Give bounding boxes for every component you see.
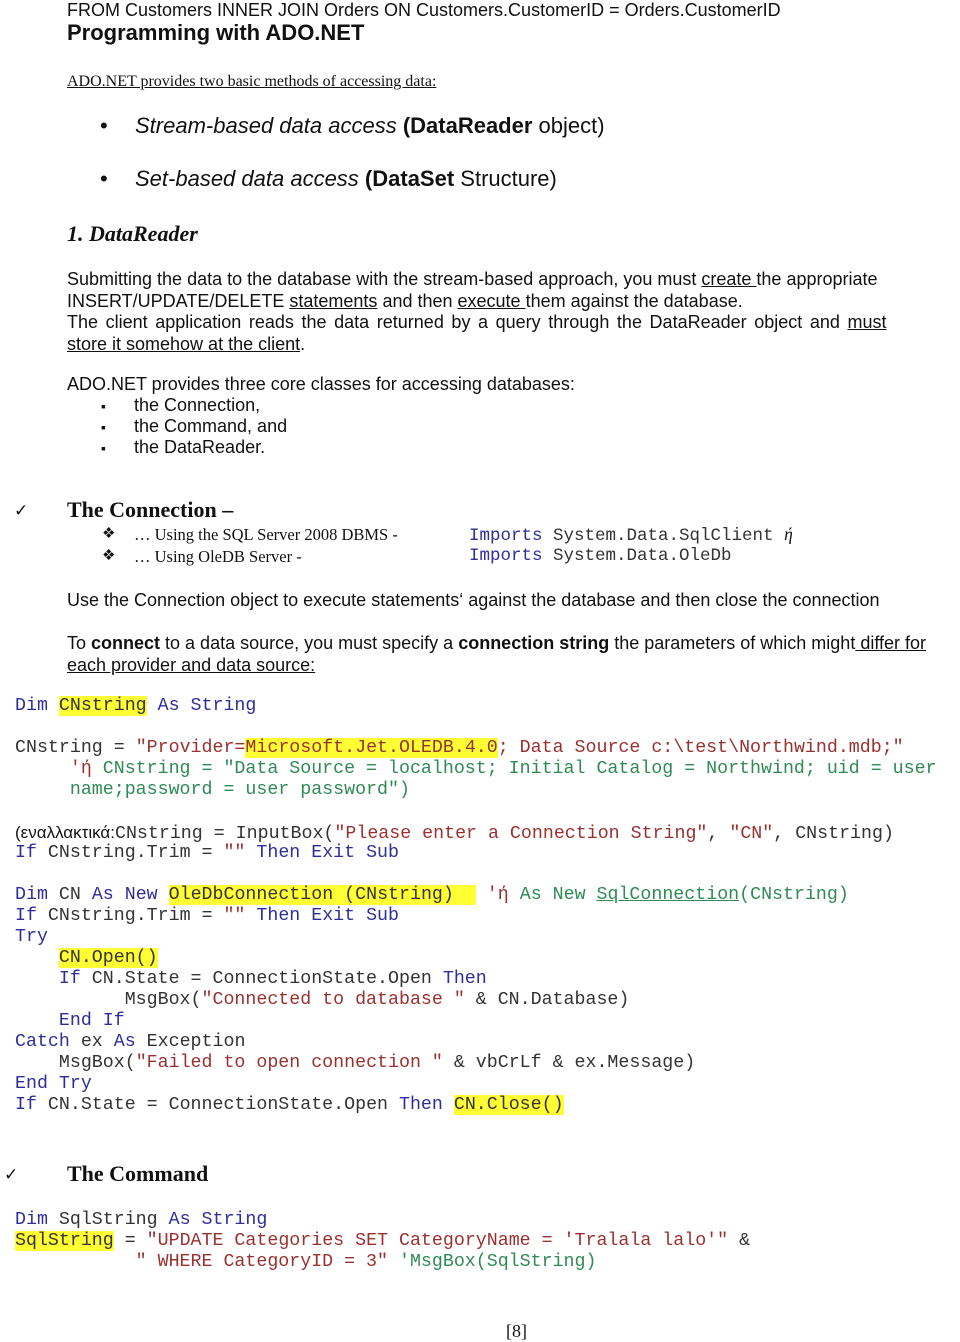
code-keyword: Dim <box>15 1210 48 1230</box>
code-text: MsgBox( <box>15 1053 136 1073</box>
code-text: OleDbConnection (CNstring) <box>168 885 476 905</box>
code-line <box>15 717 937 738</box>
connection-string-text <box>67 632 926 676</box>
code-string: Microsoft.Jet.OLEDB.4.0 <box>245 738 498 758</box>
text: . <box>300 333 306 354</box>
code-keyword: If <box>15 906 37 926</box>
code-keyword: Then Exit Sub <box>245 906 399 926</box>
code-string: "" <box>223 906 246 926</box>
code-line <box>15 1231 750 1252</box>
code-string: "CN" <box>729 824 774 844</box>
text: statements <box>289 290 378 311</box>
text: INSERT/UPDATE/DELETE <box>67 290 290 311</box>
text: the appropriate <box>756 269 878 289</box>
code-text: & CN.Database) <box>464 990 630 1010</box>
code-text <box>158 885 169 905</box>
code-keyword: End Try <box>15 1074 92 1094</box>
code-comment: SqlConnection <box>596 885 740 905</box>
code-comment: (CNstring) <box>739 885 849 905</box>
code-string: "Please enter a Connection String" <box>334 824 708 844</box>
code-keyword: Then <box>442 969 487 989</box>
class-item: the DataReader. <box>134 437 266 457</box>
code-note: (εναλλακτικά: <box>15 823 115 842</box>
code-keyword: If <box>15 969 81 989</box>
code-line <box>15 1032 937 1053</box>
code-block-command <box>15 1210 750 1273</box>
section-heading-connection: The Connection – <box>67 497 234 522</box>
code-string: "Provider= <box>135 738 246 758</box>
square-bullet-icon: ▪ <box>101 440 106 456</box>
code-line <box>15 696 937 717</box>
code-text: = <box>113 1231 147 1251</box>
page-number: [8] <box>506 1321 527 1341</box>
connection-usage-text: Use the Connection object to execute statements‘ against the database and then close the connection <box>67 590 880 610</box>
code-string: "" <box>223 843 246 863</box>
code-line <box>15 885 937 906</box>
code-block-connection <box>15 696 937 1116</box>
code-line <box>15 864 937 885</box>
code-line <box>15 780 937 801</box>
imports-statement <box>469 546 732 566</box>
code-string: 'ή <box>15 759 92 779</box>
text: Submitting the data to the database with the stream-based approach, you must <box>67 269 702 289</box>
code-text: SqlString <box>15 1231 114 1251</box>
classes-intro: ADO.NET provides three core classes for accessing databases: <box>67 374 575 394</box>
code-comment: CNstring = "Data Source = localhost; Initial Catalog = Northwind; uid = user <box>91 759 937 779</box>
text: differ for <box>855 633 927 653</box>
code-keyword: Dim <box>15 696 59 716</box>
code-string: "Failed to open connection " <box>135 1053 443 1073</box>
code-line <box>15 843 937 864</box>
code-string: " WHERE CategoryID = 3" <box>15 1252 388 1272</box>
code-comment: As New <box>508 885 597 905</box>
code-line <box>15 1074 937 1095</box>
code-keyword: End If <box>15 1011 125 1031</box>
text: each provider and data source: <box>67 655 316 675</box>
code-keyword: If <box>15 843 37 863</box>
code-text: Exception <box>135 1032 246 1052</box>
code-text: & <box>728 1231 751 1251</box>
code-keyword: As String <box>146 696 257 716</box>
code-keyword: Try <box>15 927 48 947</box>
code-text: CN.State = ConnectionState.Open <box>36 1095 399 1115</box>
text: must <box>847 312 887 332</box>
provider-label: … Using OleDB Server - <box>134 547 302 566</box>
code-keyword: As <box>113 1032 136 1052</box>
text: the parameters of which might <box>609 633 856 653</box>
text: store it somehow at the client <box>67 333 301 354</box>
code-text: CN <box>47 885 92 905</box>
code-text: , CNstring) <box>773 824 894 844</box>
provider-label: … Using the SQL Server 2008 DBMS - <box>134 525 398 544</box>
code-text: CNstring = InputBox( <box>114 824 335 844</box>
checkmark-icon: ✓ <box>4 1165 19 1184</box>
text: to a data source, you must specify a <box>160 633 459 653</box>
code-line <box>15 759 937 780</box>
namespace: System.Data.SqlClient <box>542 526 785 546</box>
code-line <box>15 1252 750 1273</box>
code-keyword: As String <box>168 1210 268 1230</box>
code-string: ; Data Source c:\test\Northwind.mdb;" <box>497 738 904 758</box>
code-string: "UPDATE Categories SET CategoryName = 'Tralala lalo'" <box>146 1231 729 1251</box>
code-line <box>15 1053 937 1074</box>
code-text <box>443 1095 454 1115</box>
code-text: SqlString <box>47 1210 169 1230</box>
code-keyword: As New <box>91 885 158 905</box>
code-text: & vbCrLf & ex.Message) <box>442 1053 696 1073</box>
code-comment: name;password = user password") <box>15 780 410 800</box>
code-line <box>15 801 937 822</box>
intro-text: ADO.NET provides two basic methods of accessing data: <box>67 73 437 90</box>
code-text <box>15 948 59 968</box>
method-class: (DataReader <box>402 113 533 138</box>
diamond-bullet-icon: ❖ <box>102 525 116 542</box>
or-text: ή <box>784 524 793 544</box>
text: them against the database. <box>525 290 743 311</box>
code-text: CNstring.Trim = <box>36 843 224 863</box>
class-item: the Connection, <box>134 395 261 415</box>
diamond-bullet-icon: ❖ <box>102 547 116 564</box>
class-item: the Command, and <box>134 416 288 436</box>
text: connection string <box>458 633 610 653</box>
code-line <box>15 927 937 948</box>
method-item <box>100 166 557 192</box>
method-name: Set-based data access <box>135 166 365 191</box>
text: connect <box>91 633 161 653</box>
method-item <box>100 113 605 139</box>
code-keyword: Then Exit Sub <box>245 843 399 863</box>
bullet-icon: • <box>100 166 108 191</box>
code-keyword: Then <box>398 1095 443 1115</box>
code-keyword: Catch <box>15 1032 70 1052</box>
square-bullet-icon: ▪ <box>101 398 106 414</box>
code-line <box>15 1011 937 1032</box>
code-text: CNstring.Trim = <box>36 906 224 926</box>
code-string: "Connected to database " <box>201 990 465 1010</box>
code-text: ex <box>69 1032 114 1052</box>
square-bullet-icon: ▪ <box>101 419 106 435</box>
namespace: System.Data.OleDb <box>542 546 732 566</box>
code-keyword: If <box>15 1095 37 1115</box>
text: To <box>67 633 92 653</box>
method-class: (DataSet <box>364 166 455 191</box>
code-line <box>15 969 937 990</box>
text: execute <box>457 290 526 311</box>
sql-line: FROM Customers INNER JOIN Orders ON Customers.CustomerID = Orders.CustomerID <box>67 0 781 20</box>
text: create <box>701 269 757 289</box>
keyword: Imports <box>469 546 543 566</box>
method-rest: object) <box>532 113 605 138</box>
section-heading-command: The Command <box>67 1161 209 1186</box>
section-heading-datareader: 1. DataReader <box>67 221 198 246</box>
code-text: , <box>707 824 730 844</box>
code-text: CN.State = ConnectionState.Open <box>80 969 443 989</box>
method-name: Stream-based data access <box>135 113 403 138</box>
code-text: CN.Close() <box>453 1095 564 1115</box>
code-line <box>15 1095 937 1116</box>
code-text <box>476 885 487 905</box>
checkmark-icon: ✓ <box>14 501 29 520</box>
code-line <box>15 990 937 1011</box>
code-line <box>15 948 937 969</box>
code-text: CNstring <box>58 696 147 716</box>
code-text: CNstring = <box>15 738 136 758</box>
code-line <box>15 822 937 843</box>
bullet-icon: • <box>100 113 108 138</box>
page-title: Programming with ADO.NET <box>67 20 365 45</box>
code-text: MsgBox( <box>15 990 202 1010</box>
imports-statement <box>469 524 793 546</box>
keyword: Imports <box>469 526 543 546</box>
paragraph-datareader <box>67 269 887 355</box>
method-rest: Structure) <box>454 166 557 191</box>
code-line <box>15 738 937 759</box>
text: and then <box>377 290 458 311</box>
code-text: CN.Open() <box>58 948 158 968</box>
code-string: 'ή <box>486 885 509 905</box>
code-comment: 'MsgBox(SqlString) <box>388 1252 597 1272</box>
code-line <box>15 906 937 927</box>
code-line <box>15 1210 750 1231</box>
text: The client application reads the data returned by a query through the DataReader object and <box>67 312 848 332</box>
code-keyword: Dim <box>15 885 48 905</box>
